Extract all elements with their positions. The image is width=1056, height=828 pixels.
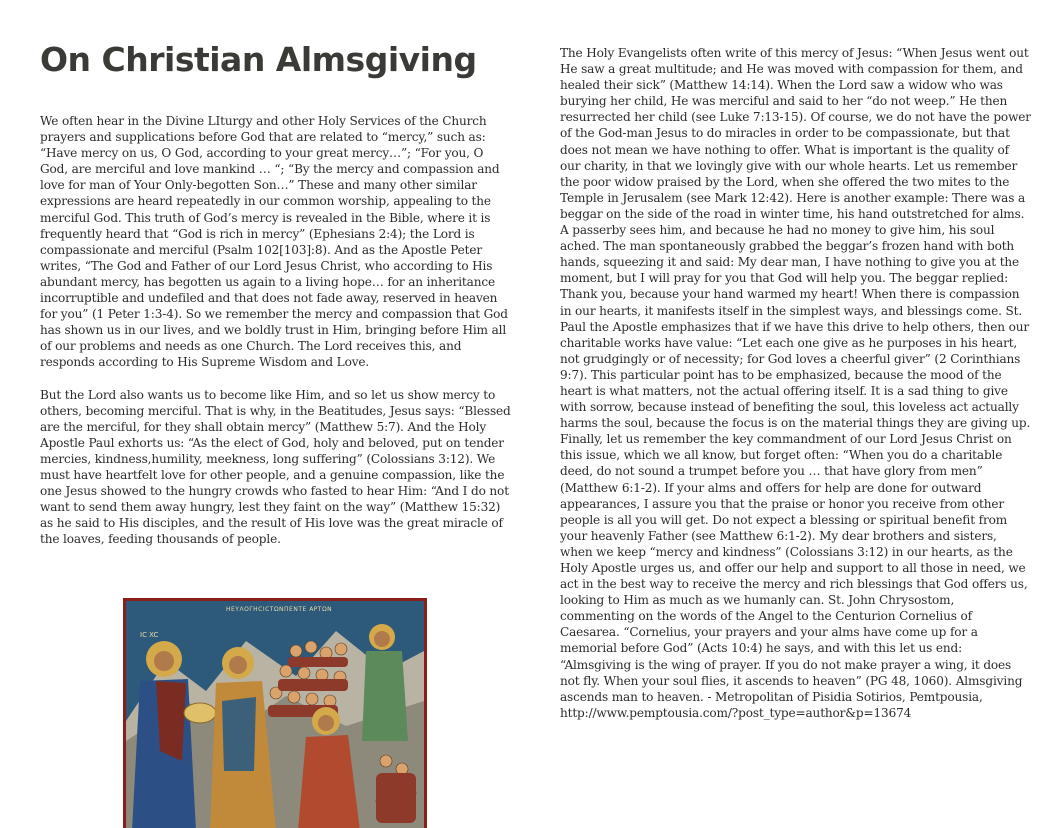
robe-apostle-3 xyxy=(362,651,408,741)
face-apostle-1 xyxy=(229,656,247,674)
bread-basket xyxy=(184,703,216,723)
paragraph: But the Lord also wants us to become like Him, and so let us show mercy to others, becoming merciful. That is why, in the Beatitudes, Jesus says: “Blessed are the merciful, for they shall obtain mercy” (Matthew 5:7). And the Holy Apostle Paul exhorts us: “As the elect of God, holy and beloved, put on tender mercies, kindness,humility, meekness, long suffering” (Colossians 3:12). We must have heartfelt love for other people, and a genuine compassion, like the one Jesus showed to the hungry crowds who fasted to hear Him: “And I do not want to send them away hungry, lest they faint on the way” (Matthew 15:32) as he said to His disciples, and the result of His love was the great miracle of the loaves, feeding thousands of people. xyxy=(40,387,511,547)
icon-painting xyxy=(126,601,424,828)
face-christ xyxy=(154,651,174,671)
paragraph: The Holy Evangelists often write of this mercy of Jesus: “When Jesus went out He saw a great multitude; and He was moved with compassion for them, and healed their sick” (Matthew 14:14). When the Lord saw a widow who was burying her child, He was merciful and said to her “do not weep.” He then resurrected her child (see Luke 7:13-15). Of course, we do not have the power of the God-man Jesus to do miracles in order to be compassionate, but that does not mean we have nothing to offer. What is important is the quality of our charity, in that we lovingly give with our whole hearts. Let us remember the poor widow praised by the Lord, when she offered the two mites to the Temple in Jerusalem (see Mark 12:42). Here is another example: There was a beggar on the side of the road in winter time, his hand outstretched for alms. A passerby sees him, and because he had no money to give him, his soul ached. The man spontaneously grabbed the beggar’s frozen hand with both hands, squeezing it and said: My dear man, I have nothing to give you at the moment, but I will pray for you that God will help you. The beggar replied: Thank you, because your hand warmed my heart! When there is compassion in our hearts, it manifests itself in the simplest ways, and blessings come. St. Paul the Apostle emphasizes that if we have this drive to help others, then our charitable works have value: “Let each one give as he purposes in his heart, not grudgingly or of necessity; for God loves a cheerful giver” (2 Corinthians 9:7). This particular point has to be emphasized, because the mood of the heart is what matters, not the actual offering itself. It is a sad thing to give with sorrow, because instead of benefiting the soul, this loveless act actually harms the soul, because the focus is on the material things they are giving up. Finally, let us remember the key commandment of our Lord Jesus Christ on this issue, which we all know, but forget often: “When you do a charitable deed, do not sound a trumpet before you … that have glory from men” (Matthew 6:1-2). If your alms and offers for help are done for outward appearances, I assure you that the praise or honor you receive from other people is all you will get. Do not expect a blessing or spiritual benefit from your heavenly Father (see Matthew 6:1-2). My dear brothers and sisters, when we keep “mercy and kindness” (Colossians 3:12) in our hearts, as the Holy Apostle urges us, and offer our help and support to all those in need, we act in the best way to receive the mercy and rich blessings that God offers us, looking to Him as much as we humanly can. St. John Chrysostom, commenting on the words of the Angel to the Centurion Cornelius of Caesarea. “Cornelius, your prayers and your alms have come up for a memorial before God” (Acts 10:4) he says, and with this let us end: “Almsgiving is the wing of prayer. If you do not make prayer a wing, it does not fly. When your soul flies, it ascends to heaven” (PG 48, 1060). Almsgiving ascends man to heaven. - Metropolitan of Pisidia Sotirios, Pemtpousia, http://www.pemptousia.com/?post_type=author&p=13674 xyxy=(560,46,1031,720)
face-apostle-3 xyxy=(374,631,390,647)
paragraph: We often hear in the Divine LIturgy and other Holy Services of the Church prayers and supplications before God that are related to “mercy,” such as: “Have mercy on us, O God, according to your great mercy…”; “For you, O God, are merciful and love mankind … “; “By the mercy and compassion and love for man of Your Only-begotten Son…” These and many other similar expressions are heard repeatedly in our common worship, appealing to the merciful God. This truth of God’s mercy is revealed in the Bible, where it is frequently heard that “God is rich in mercy” (Ephesians 2:4); the Lord is compassionate and merciful (Psalm 102[103]:8). And as the Apostle Peter writes, “The God and Father of our Lord Jesus Christ, who according to His abundant mercy, has begotten us again to a living hope… for an inheritance incorruptible and undefiled and that does not fade away, reserved in heaven for you” (1 Peter 1:3-4). So we remember the mercy and compassion that God has shown us in our lives, and we boldly trust in Him, bringing before Him all of our problems and needs as one Church. The Lord receives this, and responds according to His Supreme Wisdom and Love. xyxy=(40,114,508,370)
icon-caption: ΗΕΥΛΟΓΗCICTΩΝΠΕΝΤΕ ΑΡΤΩΝ xyxy=(226,606,333,613)
tunic-christ xyxy=(156,681,186,761)
right-column xyxy=(560,45,1032,721)
tunic-apostle-1 xyxy=(222,697,256,771)
icon-image-feeding-of-the-five-thousand xyxy=(123,598,427,828)
face-apostle-2 xyxy=(318,715,334,731)
left-column xyxy=(40,113,514,547)
page-title: On Christian Almsgiving xyxy=(40,40,477,79)
icon-label-ic-xc: IC XC xyxy=(140,631,159,639)
